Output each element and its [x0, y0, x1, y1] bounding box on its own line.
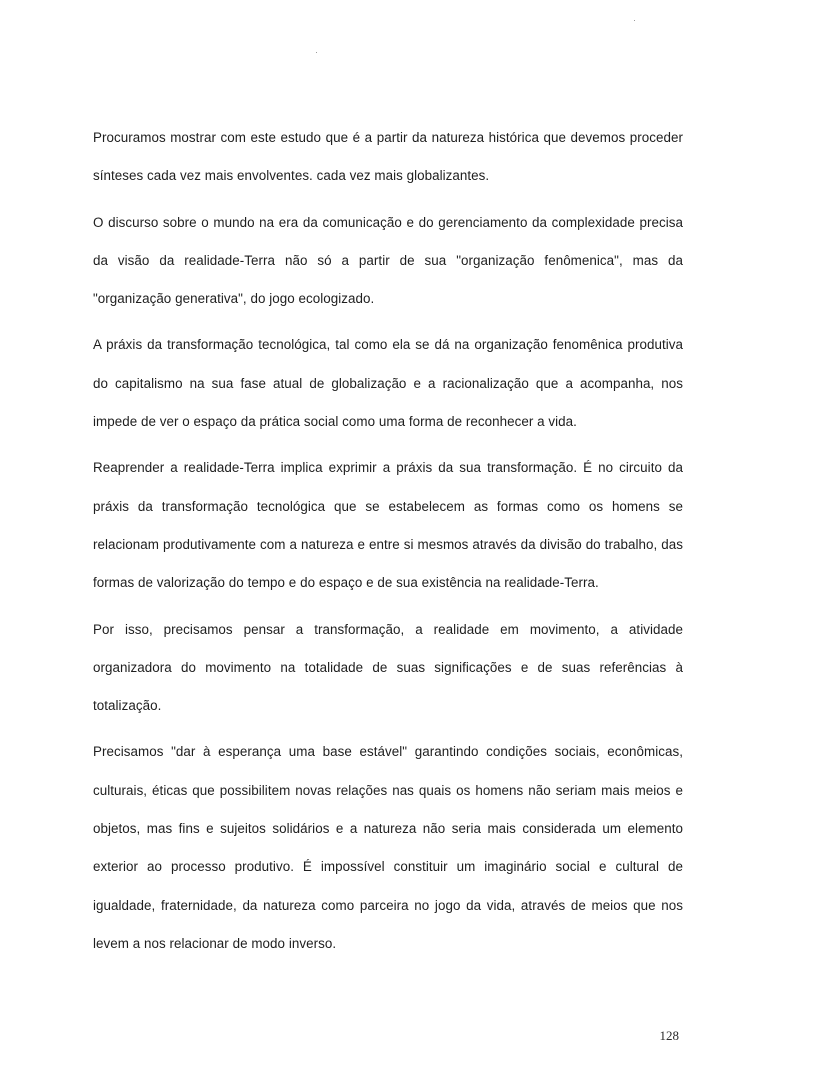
paragraph-3: A práxis da transformação tecnológica, tal como ela se dá na organização fenomênica produtiva do capitalismo na sua fase atual de globalização e a racionalização que a acompanha, nos impede de ver o espaço da prática social como uma forma de reconhecer a vida. — [93, 337, 683, 430]
scan-speck — [316, 52, 317, 53]
paragraph-4: Reaprender a realidade-Terra implica exprimir a práxis da sua transformação. É no circuito da práxis da transformação tecnológica que se estabelecem as formas como os homens se relacionam produtivamente com a natureza e entre si mesmos através da divisão do trabalho, das formas de valorização do tempo e do espaço e de sua existência na realidade-Terra. — [93, 460, 683, 591]
paragraph-2: O discurso sobre o mundo na era da comunicação e do gerenciamento da complexidade precisa da visão da realidade-Terra não só a partir de sua "organização fenômenica", mas da "organização generativa", do jogo ecologizado. — [93, 214, 683, 307]
page-number: 128 — [659, 1028, 679, 1043]
scan-speck — [634, 20, 635, 21]
body-text — [93, 119, 683, 971]
paragraph-1: Procuramos mostrar com este estudo que é a partir da natureza histórica que devemos proceder sínteses cada vez mais envolventes. cada vez mais globalizantes. — [93, 130, 683, 184]
paragraph-6: Precisamos "dar à esperança uma base estável" garantindo condições sociais, econômicas, culturais, éticas que possibilitem novas relações nas quais os homens não seriam mais meios e objetos, mas fins e sujeitos solidários e a natureza não seria mais considerada um elemento exterior ao processo produtivo. É impossível constituir um imaginário social e cultural de igualdade, fraternidade, da natureza como parceira no jogo da vida, através de meios que nos levem a nos relacionar de modo inverso. — [93, 744, 683, 951]
paragraph-5: Por isso, precisamos pensar a transformação, a realidade em movimento, a atividade organizadora do movimento na totalidade de suas significações e de suas referências à totalização. — [93, 621, 683, 714]
